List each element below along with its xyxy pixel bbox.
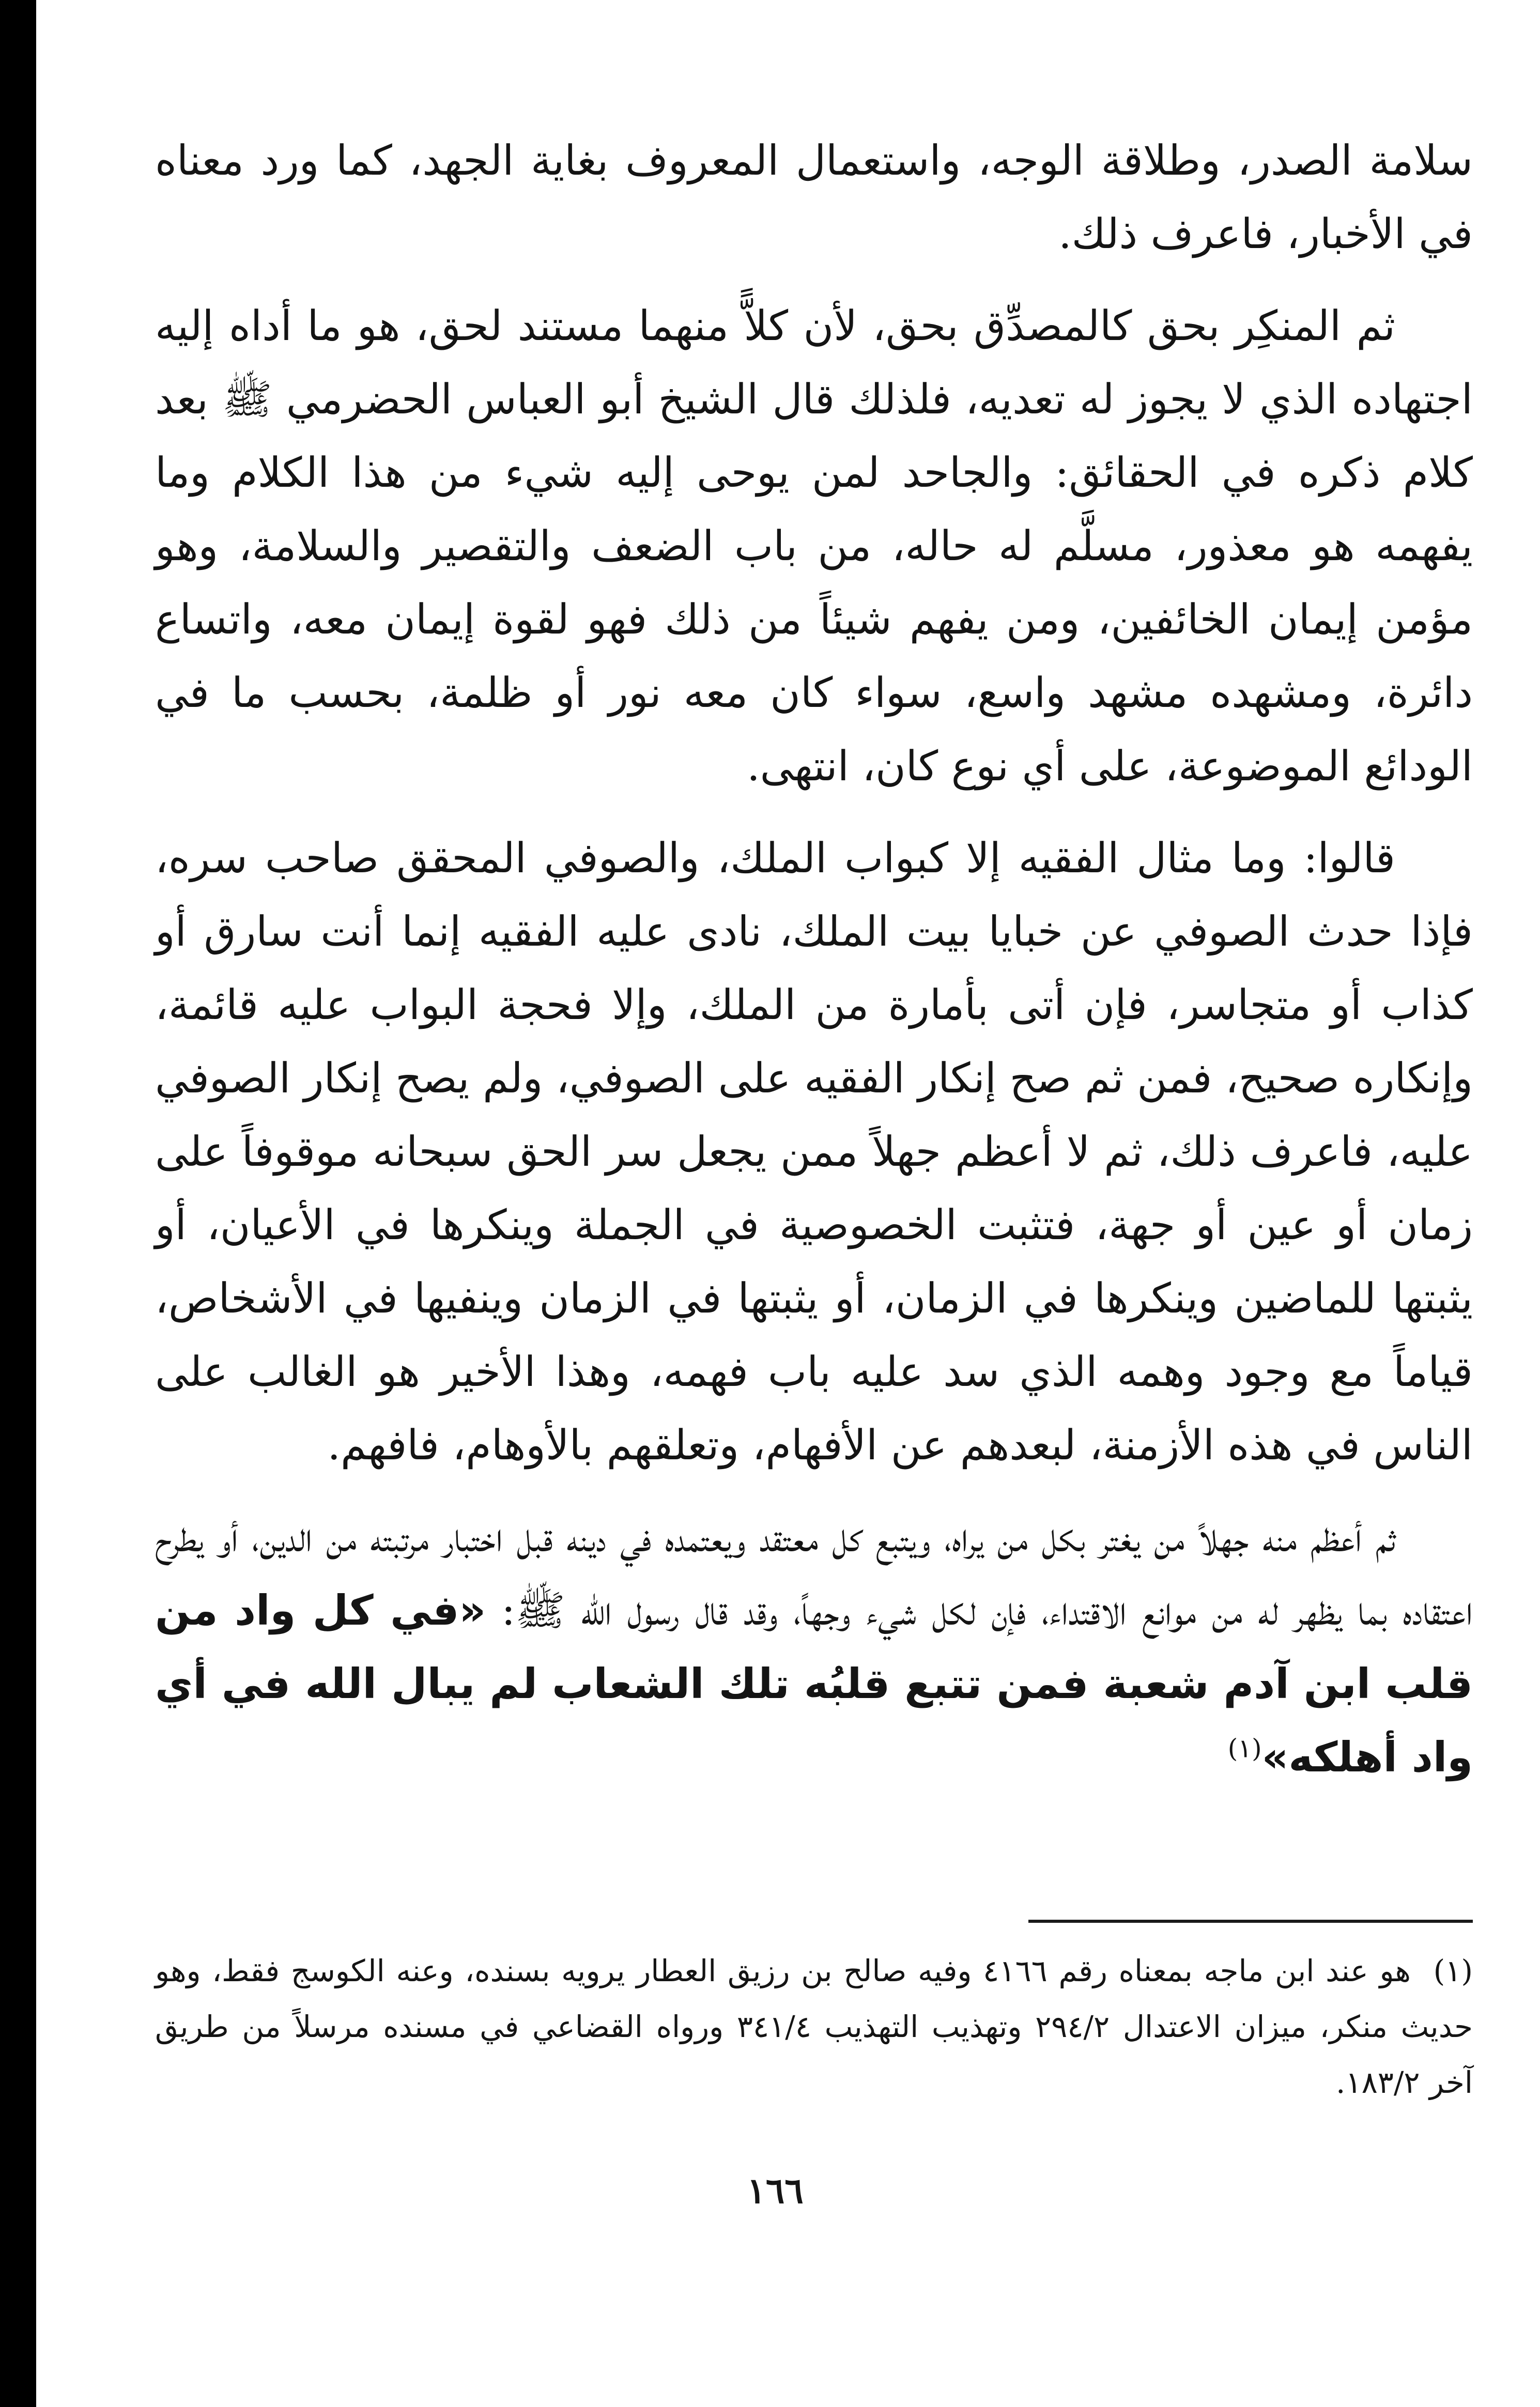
footnote-text: هو عند ابن ماجه بمعناه رقم ٤١٦٦ وفيه صالح بن رزيق العطار يرويه بسنده، وعنه الكوسج فقط، وهو حديث منكر، ميزان الاعتدال ٢٩٤/٢ وتهذيب التهذيب ٣٤١/٤ ورواه القضاعي في مسنده مرسلاً من طريق آخر ١٨٣/٢. bbox=[155, 1953, 1473, 2100]
scan-border bbox=[0, 0, 36, 2407]
page-body bbox=[155, 124, 1473, 1794]
paragraph-4 bbox=[155, 1501, 1473, 1794]
paragraph-2 bbox=[155, 289, 1473, 803]
paragraph-4-text: ثم أعظم منه جهلاً من يغتر بكل من يراه، ويتبع كل معتقد ويعتمده في دينه قبل اختبار مرتبته من الدين، أو يطرح اعتقاده بما يظهر له من موانع الاقتداء، فإن لكل شيء وجهاً، وقد قال رسول الله ﷺ: bbox=[155, 1513, 1473, 1634]
paragraph-1 bbox=[155, 124, 1473, 271]
paragraph-1-text: سلامة الصدر، وطلاقة الوجه، واستعمال المعروف بغاية الجهد، كما ورد معناه في الأخبار، فاعرف ذلك. bbox=[155, 136, 1473, 258]
footnote-divider bbox=[1028, 1920, 1473, 1923]
paragraph-3 bbox=[155, 822, 1473, 1482]
footnote-reference: (١) bbox=[1227, 1733, 1262, 1764]
hadith-quote: «في كل واد من قلب ابن آدم شعبة فمن تتبع قلبُه تلك الشعاب لم يبال الله في أي واد أهلكه» bbox=[155, 1586, 1473, 1781]
page-number: ١٦٦ bbox=[747, 2170, 804, 2212]
footnote bbox=[155, 1943, 1473, 2110]
paragraph-2-text: ثم المنكِر بحق كالمصدِّق بحق، لأن كلاًّ منهما مستند لحق، هو ما أداه إليه اجتهاده الذي لا يجوز له تعديه، فلذلك قال الشيخ أبو العباس الحضرمي ﷺ بعد كلام ذكره في الحقائق: والجاحد لمن يوحى إليه شيء من هذا الكلام وما يفهمه هو معذور، مسلَّم له حاله، من باب الضعف والتقصير والسلامة، وهو مؤمن إيمان الخائفين، ومن يفهم شيئاً من ذلك فهو لقوة إيمان معه، واتساع دائرة، ومشهده مشهد واسع، سواء كان معه نور أو ظلمة، بحسب ما في الودائع الموضوعة، على أي نوع كان، انتهى. bbox=[155, 302, 1473, 790]
footnote-number: (١) bbox=[1433, 1953, 1473, 1988]
paragraph-3-text: قالوا: وما مثال الفقيه إلا كبواب الملك، والصوفي المحقق صاحب سره، فإذا حدث الصوفي عن خبايا بيت الملك، نادى عليه الفقيه إنما أنت سارق أو كذاب أو متجاسر، فإن أتى بأمارة من الملك، وإلا فحجة البواب عليه قائمة، وإنكاره صحيح، فمن ثم صح إنكار الفقيه على الصوفي، ولم يصح إنكار الصوفي عليه، فاعرف ذلك، ثم لا أعظم جهلاً ممن يجعل سر الحق سبحانه موقوفاً على زمان أو عين أو جهة، فتثبت الخصوصية في الجملة وينكرها في الأعيان، أو يثبتها للماضين وينكرها في الزمان، أو يثبتها في الزمان وينفيها في الأشخاص، قياماً مع وجود وهمه الذي سد عليه باب فهمه، وهذا الأخير هو الغالب على الناس في هذه الأزمنة، لبعدهم عن الأفهام، وتعلقهم بالأوهام، فافهم. bbox=[155, 834, 1473, 1469]
